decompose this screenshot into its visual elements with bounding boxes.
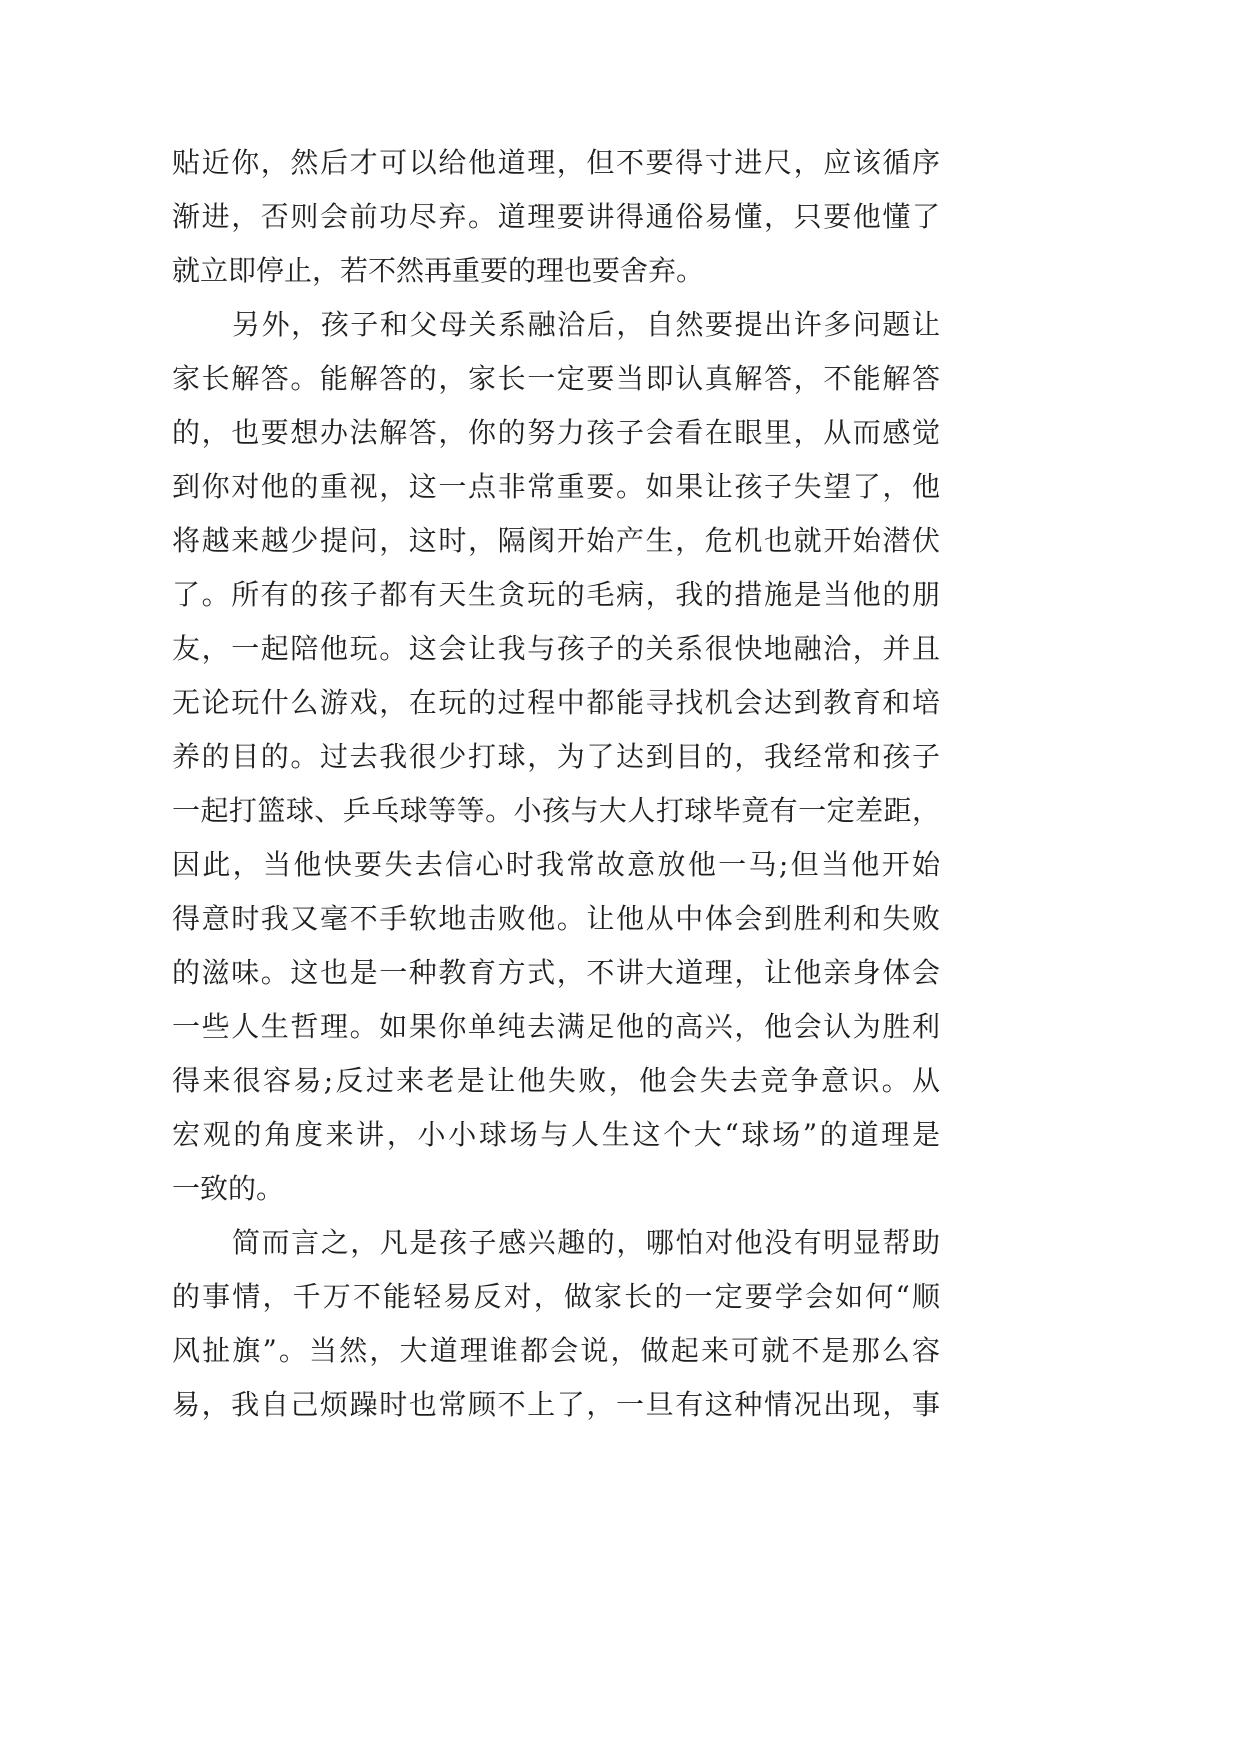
text-line: 家长解答。能解答的，家长一定要当即认真解答，不能解答 [172, 362, 940, 395]
text-line: 得来很容易;反过来老是让他失败，他会失去竞争意识。从 [172, 1064, 940, 1097]
document-body [172, 136, 940, 1432]
paragraph [172, 1216, 940, 1432]
text-line: 风扯旗”。当然，大道理谁都会说，做起来可就不是那么容 [172, 1334, 940, 1367]
text-line: 易，我自己烦躁时也常顾不上了，一旦有这种情况出现，事 [172, 1388, 940, 1421]
text-line: 友，一起陪他玩。这会让我与孩子的关系很快地融洽，并且 [172, 632, 940, 665]
paragraph [172, 298, 940, 1216]
text-line: 另外，孩子和父母关系融洽后，自然要提出许多问题让 [232, 308, 940, 341]
text-line: 得意时我又毫不手软地击败他。让他从中体会到胜利和失败 [172, 902, 940, 935]
text-line: 的滋味。这也是一种教育方式，不讲大道理，让他亲身体会 [172, 956, 940, 989]
text-line: 贴近你，然后才可以给他道理，但不要得寸进尺，应该循序 [172, 146, 940, 179]
paragraph [172, 136, 940, 298]
text-line: 一些人生哲理。如果你单纯去满足他的高兴，他会认为胜利 [172, 1010, 940, 1043]
text-line: 一起打篮球、乒乓球等等。小孩与大人打球毕竟有一定差距， [172, 794, 940, 827]
text-line: 的事情，千万不能轻易反对，做家长的一定要学会如何“顺 [172, 1280, 940, 1313]
text-line: 的，也要想办法解答，你的努力孩子会看在眼里，从而感觉 [172, 416, 940, 449]
text-line: 渐进，否则会前功尽弃。道理要讲得通俗易懂，只要他懂了 [172, 200, 940, 233]
text-line: 就立即停止，若不然再重要的理也要舍弃。 [172, 254, 705, 287]
text-line: 到你对他的重视，这一点非常重要。如果让孩子失望了，他 [172, 470, 940, 503]
text-line: 一致的。 [172, 1172, 285, 1205]
text-line: 因此，当他快要失去信心时我常故意放他一马;但当他开始 [172, 848, 940, 881]
text-line: 养的目的。过去我很少打球，为了达到目的，我经常和孩子 [172, 740, 940, 773]
text-line: 了。所有的孩子都有天生贪玩的毛病，我的措施是当他的朋 [172, 578, 940, 611]
text-line: 无论玩什么游戏，在玩的过程中都能寻找机会达到教育和培 [172, 686, 940, 719]
text-line: 将越来越少提问，这时，隔阂开始产生，危机也就开始潜伏 [172, 524, 940, 557]
text-line: 简而言之，凡是孩子感兴趣的，哪怕对他没有明显帮助 [232, 1226, 940, 1259]
text-line: 宏观的角度来讲，小小球场与人生这个大“球场”的道理是 [172, 1118, 940, 1151]
